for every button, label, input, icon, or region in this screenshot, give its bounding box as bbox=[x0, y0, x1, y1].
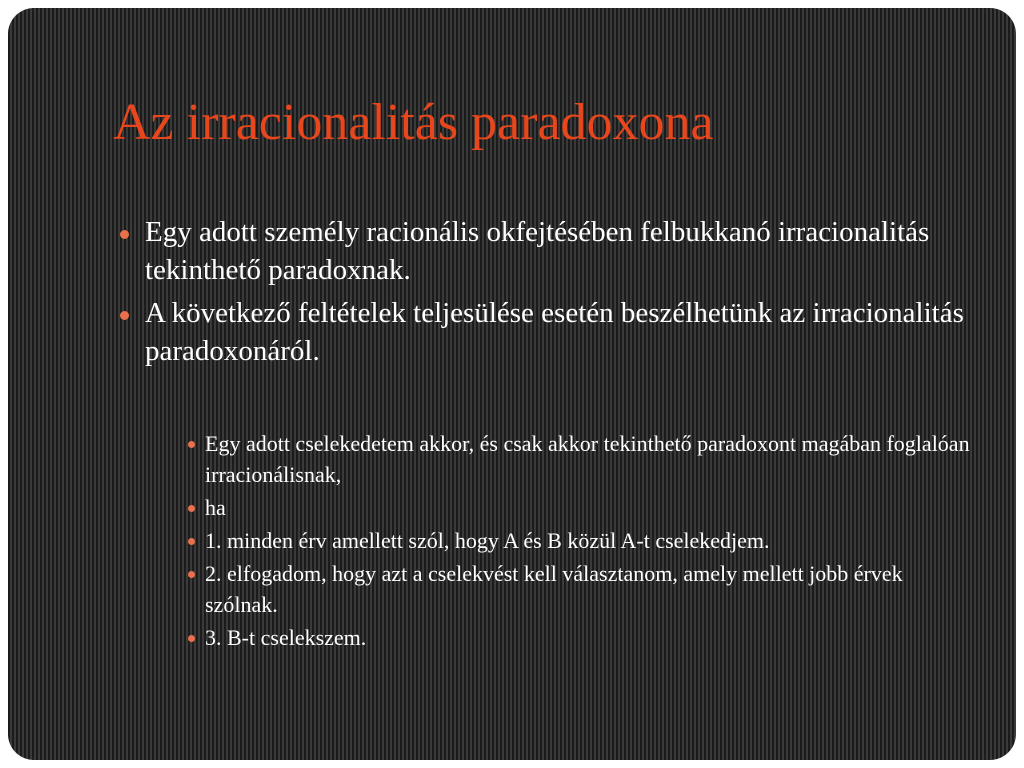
sub-bullet-text: Egy adott cselekedetem akkor, és csak akkor tekinthető paradoxont magában foglalóan irracionálisnak, bbox=[205, 431, 970, 487]
sub-bullet-text: 1. minden érv amellett szól, hogy A és B közül A-t cselekedjem. bbox=[205, 528, 770, 553]
bullet-text: A következő feltételek teljesülése esetén beszélhetünk az irracionalitás paradoxonáról. bbox=[145, 297, 964, 367]
sub-bullet-text: 2. elfogadom, hogy azt a cselekvést kell választanom, amely mellett jobb érvek szólnak. bbox=[205, 561, 903, 617]
main-bullet-list bbox=[120, 213, 968, 375]
sub-bullet-list bbox=[186, 428, 976, 655]
bullet-item bbox=[120, 294, 968, 370]
bullet-dot-icon bbox=[188, 635, 195, 642]
sub-bullet-item bbox=[186, 558, 976, 620]
sub-bullet-item bbox=[186, 525, 976, 556]
bullet-dot-icon bbox=[120, 230, 129, 239]
bullet-item bbox=[120, 213, 968, 289]
sub-bullet-item bbox=[186, 622, 976, 653]
slide-title: Az irracionalitás paradoxona bbox=[113, 94, 714, 151]
bullet-dot-icon bbox=[188, 571, 195, 578]
sub-bullet-text: ha bbox=[205, 495, 226, 520]
bullet-dot-icon bbox=[188, 538, 195, 545]
sub-bullet-item bbox=[186, 492, 976, 523]
bullet-text: Egy adott személy racionális okfejtésében felbukkanó irracionalitás tekinthető paradoxnak. bbox=[145, 216, 930, 286]
bullet-dot-icon bbox=[120, 311, 129, 320]
bullet-dot-icon bbox=[188, 505, 195, 512]
slide bbox=[8, 8, 1016, 760]
sub-bullet-text: 3. B-t cselekszem. bbox=[205, 625, 367, 650]
sub-bullet-item bbox=[186, 428, 976, 490]
bullet-dot-icon bbox=[188, 441, 195, 448]
